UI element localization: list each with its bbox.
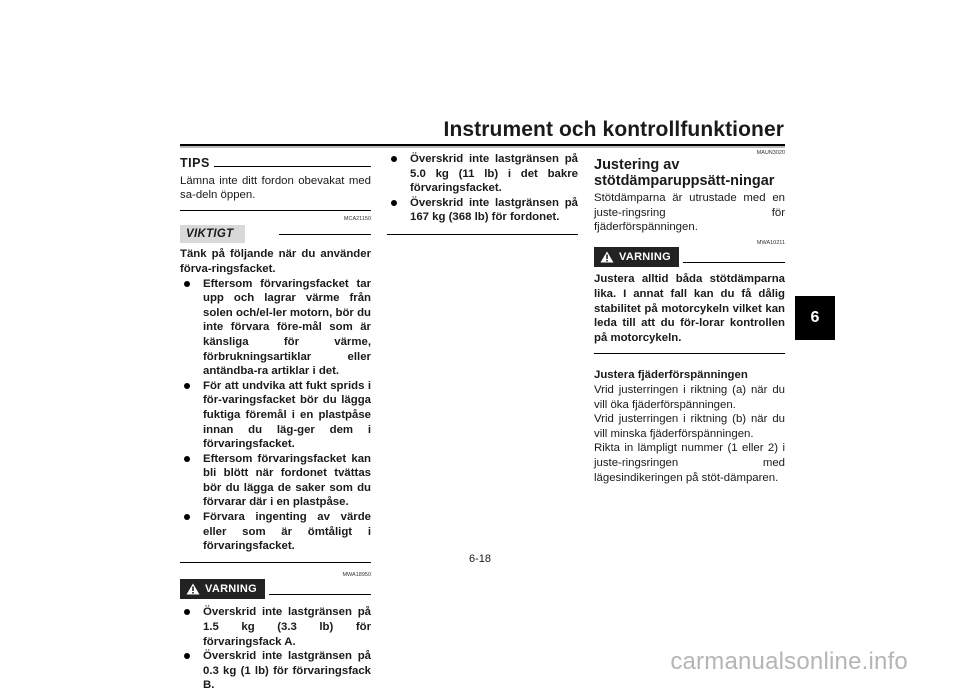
list-item: Överskrid inte lastgränsen på 0.3 kg (1 lb) för förvaringsfack B. (180, 649, 371, 693)
warning-label: VARNING (619, 250, 672, 263)
paragraph: Vrid justerringen i riktning (b) när du vill minska fjäderförspänningen. (594, 413, 785, 440)
list-item: Överskrid inte lastgränsen på 1.5 kg (3.3 lb) för förvaringsfack A. (180, 605, 371, 649)
list-item: Förvara ingenting av värde eller som är ömtåligt i förvaringsfacket. (180, 510, 371, 554)
warning-line (269, 594, 371, 595)
header-rule (180, 144, 785, 148)
warning-header (180, 579, 371, 600)
page-header-title: Instrument och kontrollfunktioner (443, 118, 784, 141)
warning-triangle-icon (600, 251, 614, 263)
column-1 (180, 156, 371, 693)
section-title: Justering av stötdämparuppsätt-ningar (594, 157, 775, 189)
notice-list (180, 277, 371, 554)
tips-header (180, 156, 371, 171)
warning-text: Justera alltid båda stötdämparna lika. I annat fall kan du få dålig stabilitet på motorcykeln vilket kan leda till att du för-lorar kontrollen på motorcykeln. (594, 273, 785, 344)
tips-label: TIPS (180, 156, 210, 170)
paragraph: Rikta in lämpligt nummer (1 eller 2) i juste-ringsringen med lägesindikeringen på stöt-dämparen. (594, 442, 785, 484)
warning-header (594, 247, 785, 268)
watermark: carmanualsonline.info (670, 648, 908, 675)
bullet-icon (184, 383, 190, 389)
warning-end-rule (387, 234, 578, 235)
bullet-icon (391, 200, 397, 206)
bullet-icon (184, 281, 190, 287)
warning-line (683, 262, 785, 263)
bullet-icon (391, 156, 397, 162)
bullet-icon (184, 609, 190, 615)
tips-text: Lämna inte ditt fordon obevakat med sa-deln öppen. (180, 174, 371, 202)
section-intro: Stötdämparna är utrustade med en juste-ringsring för fjäderförspänningen. (594, 192, 785, 234)
bullet-icon (184, 653, 190, 659)
tips-end-rule (180, 210, 371, 211)
warning-list (180, 605, 371, 693)
warning-triangle-icon (186, 583, 200, 595)
tips-line (214, 166, 371, 167)
warning-badge (180, 579, 265, 600)
notice-header (180, 225, 371, 244)
notice-line (279, 234, 371, 235)
notice-intro: Tänk på följande när du använder förva-ringsfacket. (180, 248, 371, 275)
list-item: Överskrid inte lastgränsen på 5.0 kg (11 lb) i det bakre förvaringsfacket. (387, 152, 578, 196)
paragraph: Vrid justerringen i riktning (a) när du vill öka fjäderförspänningen. (594, 383, 785, 411)
list-item: Överskrid inte lastgränsen på 167 kg (368 lb) för fordonet. (387, 196, 578, 225)
notice-badge: VIKTIGT (180, 225, 245, 244)
warning-label: VARNING (205, 582, 258, 595)
bullet-icon (184, 514, 190, 520)
section-code: MAUN3020 (756, 150, 785, 156)
subheading: Justera fjäderförspänningen (594, 369, 748, 382)
chapter-tab[interactable]: 6 (795, 296, 835, 340)
column-3 (594, 150, 785, 485)
warning-badge (594, 247, 679, 268)
page-number: 6-18 (468, 553, 492, 565)
warning-code: MWA18950 (342, 571, 371, 578)
notice-code: MCA21150 (343, 215, 371, 222)
warning-code: MWA10211 (756, 239, 785, 246)
bullet-icon (184, 456, 190, 462)
column-2 (387, 152, 578, 235)
warning-end-rule (594, 353, 785, 354)
list-item: För att undvika att fukt sprids i för-varingsfacket bör du lägga fuktiga föremål i en plastpåse innan du läg-ger dem i förvaringsfacket. (180, 379, 371, 452)
warning-list-continued (387, 152, 578, 225)
list-item: Eftersom förvaringsfacket kan bli blött när fordonet tvättas bör du lägga de saker som du förvarar där i en plastpåse. (180, 452, 371, 510)
list-item: Eftersom förvaringsfacket tar upp och lagrar värme från solen och/el-ler motorn, bör du inte förvara före-mål som är känsliga för värme, förbrukningsartiklar eller antändba-ra artiklar i det. (180, 277, 371, 379)
